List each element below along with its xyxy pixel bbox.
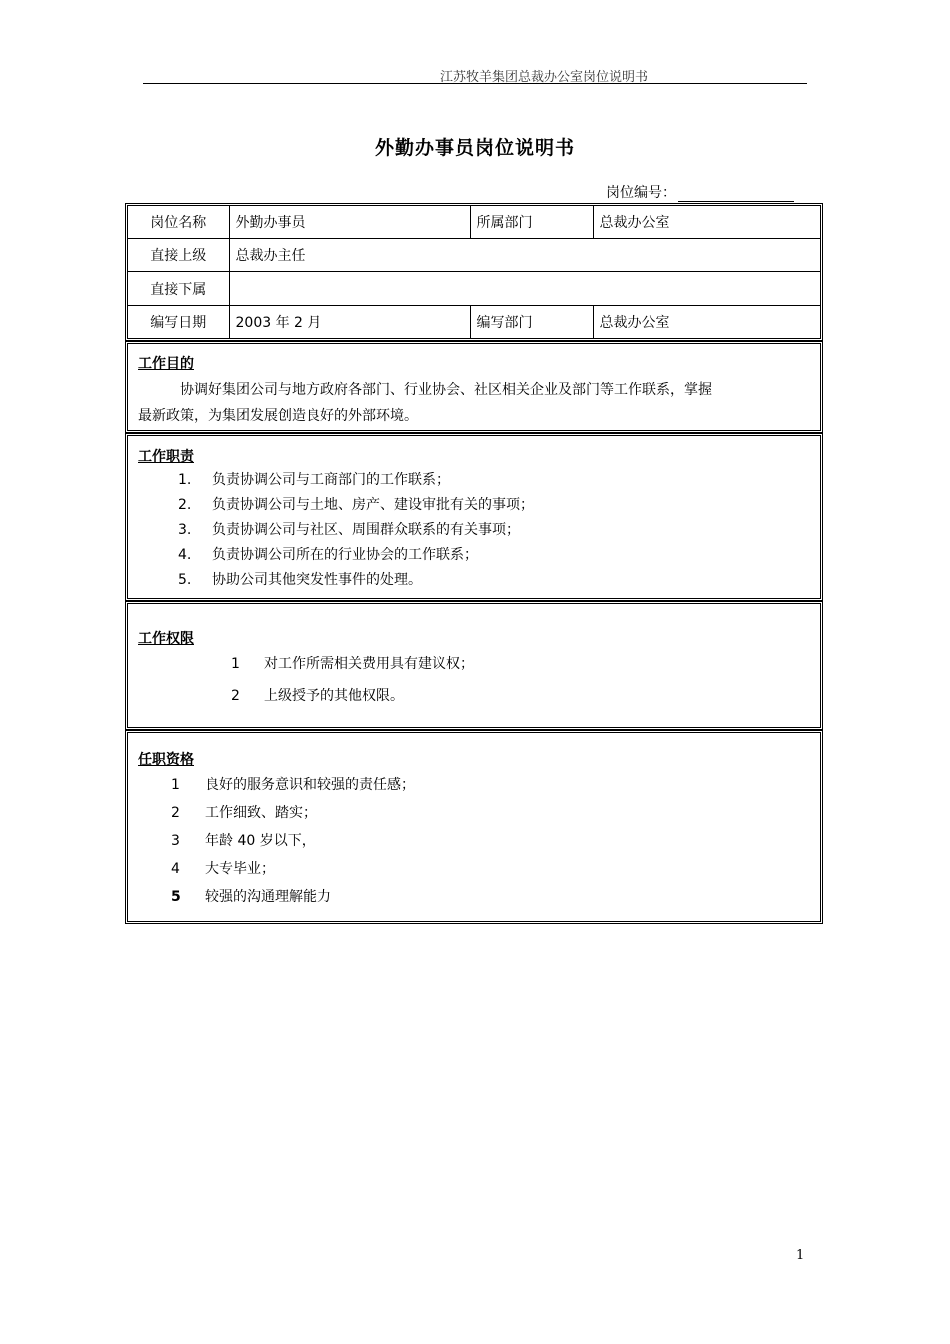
list-item-text: 大专毕业； — [205, 861, 275, 877]
list-item — [128, 518, 820, 543]
work-goal-line-1: 协调好集团公司与地方政府各部门、行业协会、社区相关企业及部门等工作联系，掌握 — [180, 382, 712, 398]
work-goal-line-2: 最新政策，为集团发展创造良好的外部环境。 — [138, 408, 418, 424]
qualifications-title: 任职资格 — [138, 752, 194, 768]
list-item-text: 协助公司其他突发性事件的处理。 — [212, 572, 422, 588]
write-date-label: 编写日期 — [128, 305, 229, 338]
list-item — [128, 543, 820, 568]
list-item-number: 2 — [171, 805, 180, 821]
list-item-text: 良好的服务意识和较强的责任感； — [205, 777, 415, 793]
post-code-label: 岗位编号： — [606, 185, 676, 201]
document-title: 外勤办事员岗位说明书 — [374, 137, 575, 159]
table-row — [128, 272, 820, 305]
list-item — [128, 468, 820, 493]
header-rule — [143, 83, 807, 84]
list-item-number: 1. — [178, 472, 192, 488]
department-label: 所属部门 — [470, 206, 593, 239]
list-item-number: 5 — [171, 889, 181, 905]
duties-section — [125, 433, 823, 601]
list-item-text: 年龄 40 岁以下， — [205, 833, 316, 849]
list-item-number: 3. — [178, 522, 192, 538]
list-item-number: 4. — [178, 547, 192, 563]
list-item-text: 负责协调公司所在的行业协会的工作联系； — [212, 547, 478, 563]
list-item — [128, 857, 820, 885]
write-date-value: 2003 年 2 月 — [229, 305, 470, 338]
list-item-text: 负责协调公司与土地、房产、建设审批有关的事项； — [212, 497, 534, 513]
info-table-box — [125, 203, 823, 341]
qualifications-list — [128, 773, 820, 913]
list-item — [128, 829, 820, 857]
list-item-text: 对工作所需相关费用具有建议权； — [264, 656, 474, 672]
list-item — [128, 773, 820, 801]
list-item-number: 2. — [178, 497, 192, 513]
page-number: 1 — [796, 1248, 805, 1263]
info-table — [128, 206, 820, 338]
list-item-text: 工作细致、踏实； — [205, 805, 317, 821]
write-department-value: 总裁办公室 — [593, 305, 820, 338]
list-item-number: 5. — [178, 572, 192, 588]
list-item-number: 4 — [171, 861, 180, 877]
post-code-field — [606, 182, 794, 202]
post-code-blank — [678, 187, 794, 202]
list-item-text: 上级授予的其他权限。 — [264, 688, 404, 704]
direct-superior-label: 直接上级 — [128, 239, 229, 272]
department-value: 总裁办公室 — [593, 206, 820, 239]
list-item — [128, 885, 820, 913]
post-name-label: 岗位名称 — [128, 206, 229, 239]
table-row — [128, 239, 820, 272]
list-item-text: 较强的沟通理解能力 — [205, 889, 331, 905]
list-item — [128, 684, 820, 709]
direct-subordinate-label: 直接下属 — [128, 272, 229, 305]
list-item — [128, 493, 820, 518]
list-item-number: 1 — [171, 777, 180, 793]
direct-subordinate-value — [229, 272, 820, 305]
list-item-number: 1 — [231, 656, 240, 672]
list-item-text: 负责协调公司与工商部门的工作联系； — [212, 472, 450, 488]
work-goal-section — [125, 341, 823, 433]
authority-title: 工作权限 — [138, 631, 194, 647]
authority-list — [128, 652, 820, 709]
list-item-text: 负责协调公司与社区、周围群众联系的有关事项； — [212, 522, 520, 538]
authority-section — [125, 601, 823, 730]
list-item — [128, 568, 820, 593]
duties-list — [128, 468, 820, 593]
post-name-value: 外勤办事员 — [229, 206, 470, 239]
running-header: 江苏牧羊集团总裁办公室岗位说明书 — [440, 70, 649, 85]
write-department-label: 编写部门 — [470, 305, 593, 338]
qualifications-section — [125, 730, 823, 924]
table-row — [128, 206, 820, 239]
duties-title: 工作职责 — [138, 449, 194, 465]
list-item — [128, 652, 820, 684]
list-item — [128, 801, 820, 829]
list-item-number: 3 — [171, 833, 180, 849]
work-goal-title: 工作目的 — [138, 356, 194, 372]
table-row — [128, 305, 820, 338]
direct-superior-value: 总裁办主任 — [229, 239, 820, 272]
list-item-number: 2 — [231, 688, 240, 704]
